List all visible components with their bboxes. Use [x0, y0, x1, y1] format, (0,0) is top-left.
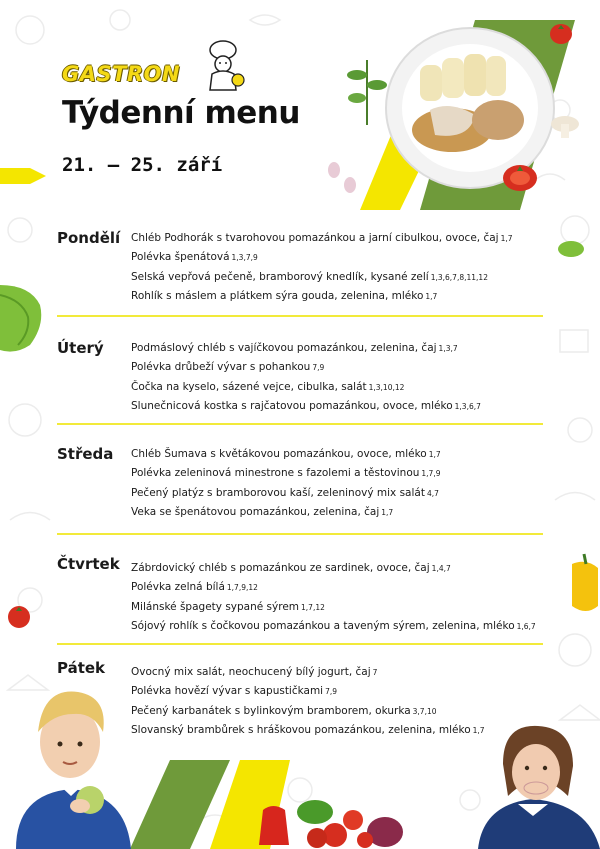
tomato-icon — [6, 604, 32, 630]
day-name-tuesday: Úterý — [57, 339, 104, 357]
date-range: 21. – 25. září — [62, 154, 223, 176]
menu-item-text: Čočka na kyselo, sázené vejce, cibulka, salát — [131, 380, 367, 393]
menu-item-text: Selská vepřová pečeně, bramborový knedlík, kysané zelí — [131, 270, 429, 283]
menu-list-monday — [131, 229, 513, 306]
menu-item — [131, 358, 481, 377]
menu-item-text: Polévka špenátová — [131, 251, 230, 264]
allergen-codes: 1,7,12 — [301, 602, 325, 612]
menu-item — [131, 578, 536, 597]
allergen-codes: 1,7,9 — [421, 469, 441, 479]
allergen-codes: 1,3,7 — [438, 344, 458, 353]
menu-item — [131, 702, 485, 721]
lettuce-icon — [0, 280, 44, 352]
day-name-monday: Pondělí — [57, 229, 121, 247]
allergen-codes: 3,7,10 — [412, 706, 437, 716]
allergen-codes: 1,7 — [500, 234, 513, 243]
vegetables-image — [255, 790, 415, 849]
menu-item-text: Pečený karbanátek s bylinkovým bramborem, okurka — [131, 704, 411, 717]
day-name-friday: Pátek — [57, 659, 106, 677]
menu-item-text: Polévka zelná bílá — [131, 581, 225, 594]
separator-line — [57, 533, 543, 535]
mushroom-icon — [545, 110, 585, 150]
menu-item-text: Polévka zeleninová minestrone s fazolemi a těstovinou — [131, 467, 420, 480]
menu-item-text: Milánské špagety sypané sýrem — [131, 600, 300, 613]
menu-item — [131, 503, 441, 522]
menu-item-text: Veka se špenátovou pomazánkou, zelenina, čaj — [131, 505, 380, 518]
menu-item — [131, 339, 481, 358]
leaf-icon — [556, 238, 586, 260]
child-right-image — [478, 724, 600, 849]
allergen-codes: 1,7 — [381, 507, 394, 517]
menu-list-wednesday — [131, 445, 441, 522]
allergen-codes: 1,3,6,7 — [454, 401, 481, 411]
chef-icon — [200, 40, 246, 92]
menu-item — [131, 445, 441, 464]
menu-item — [131, 484, 441, 503]
allergen-codes: 1,6,7 — [516, 621, 536, 631]
tomato-icon — [500, 162, 540, 194]
allergen-codes: 1,3,6,7,8,11,12 — [430, 272, 488, 282]
brand-logo: GASTRON — [62, 62, 181, 86]
menu-item — [131, 559, 536, 578]
menu-list-friday — [131, 663, 485, 740]
page-title: Týdenní menu — [62, 95, 300, 131]
separator-line — [57, 643, 543, 645]
allergen-codes: 1,3,10,12 — [368, 382, 405, 392]
menu-item-text: Slovanský brambůrek s hráškovou pomazánkou, zelenina, mléko — [131, 723, 471, 736]
menu-item-text: Polévka hovězí vývar s kapustičkami — [131, 685, 324, 698]
allergen-codes: 1,7 — [428, 450, 441, 459]
menu-list-tuesday — [131, 339, 481, 416]
garlic-icon — [322, 160, 362, 195]
menu-item-text: Slunečnicová kostka s rajčatovou pomazánkou, ovoce, mléko — [131, 399, 453, 412]
menu-item — [131, 598, 536, 617]
menu-item — [131, 229, 513, 248]
menu-item-text: Polévka drůbeží vývar s pohankou — [131, 361, 311, 374]
pepper-icon — [564, 550, 600, 614]
allergen-codes: 1,7 — [425, 291, 438, 301]
menu-item-text: Chléb Šumava s květákovou pomazánkou, ovoce, mléko — [131, 448, 427, 460]
menu-item-text: Zábrdovický chléb s pomazánkou ze sardinek, ovoce, čaj — [131, 562, 430, 574]
allergen-codes: 7,9 — [312, 363, 325, 373]
menu-item — [131, 682, 485, 701]
child-left-image — [8, 682, 136, 849]
menu-item — [131, 378, 481, 397]
menu-item-text: Pečený platýz s bramborovou kaší, zeleninový mix salát — [131, 486, 425, 499]
menu-item-text: Podmáslový chléb s vajíčkovou pomazánkou, zelenina, čaj — [131, 342, 437, 354]
menu-list-thursday — [131, 559, 536, 636]
herb-icon — [342, 50, 392, 130]
menu-item — [131, 617, 536, 636]
menu-item-text: Sójový rohlík s čočkovou pomazánkou a taveným sýrem, zelenina, mléko — [131, 619, 515, 632]
menu-item — [131, 268, 513, 287]
separator-line — [57, 315, 543, 317]
allergen-codes: 1,3,7,9 — [231, 253, 258, 263]
menu-item — [131, 248, 513, 267]
allergen-codes: 4,7 — [426, 488, 439, 498]
allergen-codes: 7 — [372, 668, 378, 677]
menu-item-text: Ovocný mix salát, neochucený bílý jogurt, čaj — [131, 666, 371, 678]
separator-line — [57, 423, 543, 425]
allergen-codes: 1,7 — [472, 725, 485, 735]
allergen-codes: 1,7,9,12 — [226, 583, 258, 593]
allergen-codes: 1,4,7 — [431, 564, 451, 573]
day-name-thursday: Čtvrtek — [57, 555, 120, 573]
menu-item — [131, 721, 485, 740]
day-name-wednesday: Středa — [57, 445, 114, 463]
menu-item-text: Rohlík s máslem a plátkem sýra gouda, zelenina, mléko — [131, 289, 424, 302]
menu-item — [131, 397, 481, 416]
tomato-icon — [548, 22, 574, 46]
menu-item-text: Chléb Podhorák s tvarohovou pomazánkou a jarní cibulkou, ovoce, čaj — [131, 232, 499, 244]
menu-item — [131, 663, 485, 682]
allergen-codes: 7,9 — [325, 687, 338, 697]
menu-item — [131, 464, 441, 483]
menu-item — [131, 287, 513, 306]
